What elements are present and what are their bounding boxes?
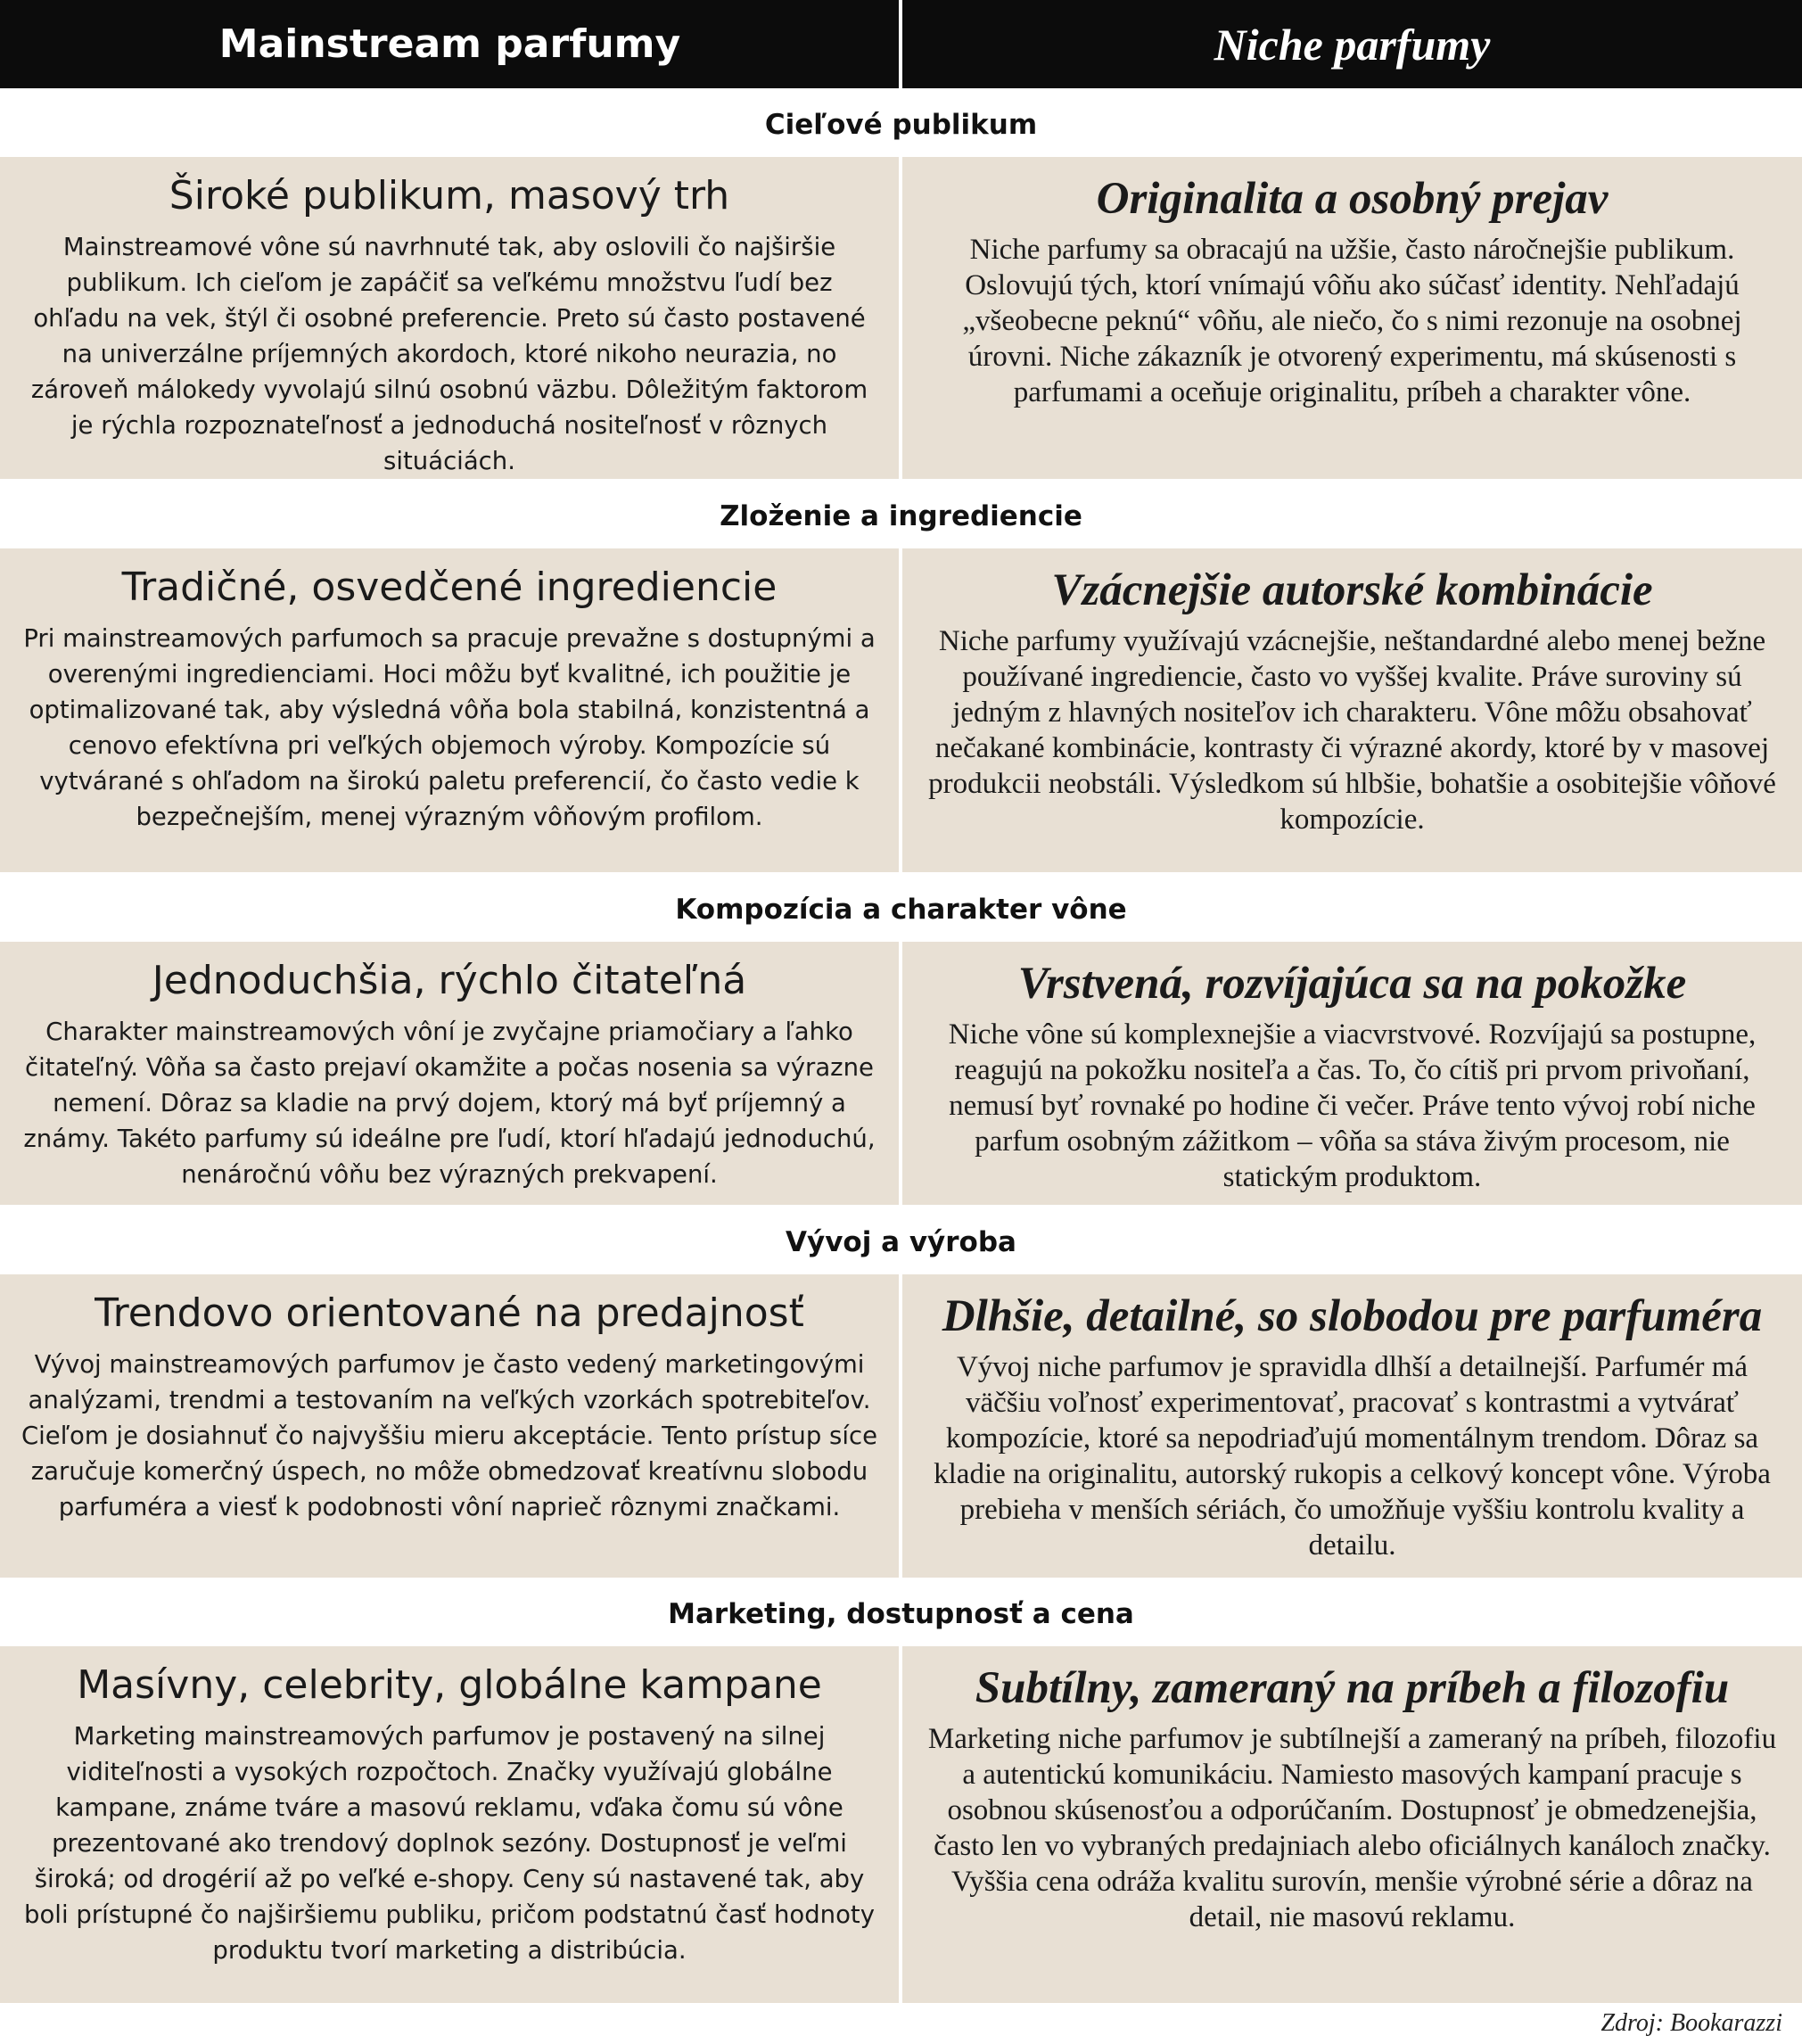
niche-cell	[902, 942, 1802, 1205]
mainstream-cell	[0, 1274, 899, 1578]
category-heading: Marketing, dostupnosť a cena	[668, 1597, 1134, 1630]
mainstream-title: Široké publikum, masový trh	[169, 173, 730, 218]
category-heading: Kompozícia a charakter vône	[675, 893, 1127, 926]
niche-title: Subtílny, zameraný na príbeh a filozofiu	[975, 1663, 1730, 1713]
niche-title: Originalita a osobný prejav	[1096, 174, 1609, 224]
mainstream-text: Pri mainstreamových parfumoch sa pracuje prevažne s dostupnými a overenými ingredienciami. Hoci môžu byť kvalitné, ich použitie je optimalizované tak, aby výsledná vôňa bola stabilná, konzistentná a cenovo efektívna pri veľkých objemoch výroby. Kompozície sú vytvárané s ohľadom na širokú paletu preferencií, čo často vedie k bezpečnejším, menej výrazným vôňovým profilom.	[23, 624, 876, 831]
header-mainstream: Mainstream parfumy	[218, 21, 681, 67]
mainstream-cell	[0, 942, 899, 1205]
source-note: Zdroj: Bookarazzi	[1600, 2009, 1782, 2037]
mainstream-text: Mainstreamové vône sú navrhnuté tak, aby oslovili čo najširšie publikum. Ich cieľom je zapáčiť sa veľkému množstvu ľudí bez ohľadu na vek, štýl či osobné preferencie. Preto sú často postavené na univerzálne príjemných akordoch, ktoré nikoho neurazia, no zároveň málokedy vyvolajú silnú osobnú väzbu. Dôležitým faktorom je rýchla rozpoznateľnosť a jednoduchá nositeľnosť v rôznych situáciách.	[30, 233, 868, 475]
mainstream-title: Masívny, celebrity, globálne kampane	[77, 1662, 822, 1708]
mainstream-cell	[0, 548, 899, 872]
mainstream-title: Jednoduchšia, rýchlo čitateľná	[152, 958, 747, 1003]
niche-cell	[902, 157, 1802, 479]
niche-text: Niche parfumy využívajú vzácnejšie, neštandardné alebo menej bežne používané ingrediencie, často vo vyššej kvalite. Práve suroviny sú jedným z hlavných nositeľov ich charakteru. Vône môžu obsahovať nečakané kombinácie, kontrasty či výrazné akordy, ktoré by v masovej produkcii neobstáli. Výsledkom sú hlbšie, bohatšie a osobitejšie vôňové kompozície.	[928, 625, 1776, 836]
niche-text: Niche parfumy sa obracajú na užšie, často náročnejšie publikum. Oslovujú tých, ktorí vnímajú vôňu ako súčasť identity. Nehľadajú „všeobecne peknú“ vôňu, ale niečo, čo s nimi rezonuje na osobnej úrovni. Niche zákazník je otvorený experimentu, má skúsenosti s parfumami a oceňuje originalitu, príbeh a charakter vône.	[962, 234, 1742, 408]
niche-title: Vzácnejšie autorské kombinácie	[1051, 565, 1653, 615]
niche-text: Niche vône sú komplexnejšie a viacvrstvové. Rozvíjajú sa postupne, reagujú na pokožku nositeľa a čas. To, čo cítiš pri prvom privoňaní, nemusí byť rovnaké po hodine či večer. Práve tento vývoj robí niche parfum osobným zážitkom – vôňa sa stáva živým procesom, nie statickým produktom.	[948, 1018, 1757, 1193]
mainstream-cell	[0, 157, 899, 479]
niche-text: Marketing niche parfumov je subtílnejší a zameraný na príbeh, filozofiu a autentickú komunikáciu. Namiesto masových kampaní pracuje s osobnou skúsenosťou a odporúčaním. Dostupnosť je obmedzenejšia, často len vo vybraných predajniach alebo oficiálnych kanáloch značky. Vyššia cena odráža kvalitu surovín, menšie výrobné série a dôraz na detail, nie masovú reklamu.	[927, 1723, 1777, 1933]
niche-title: Dlhšie, detailné, so slobodou pre parfuméra	[942, 1291, 1763, 1341]
header-niche: Niche parfumy	[1214, 19, 1491, 70]
category-heading: Zloženie a ingrediencie	[720, 499, 1082, 532]
niche-title: Vrstvená, rozvíjajúca sa na pokožke	[1017, 959, 1687, 1009]
mainstream-title: Tradičné, osvedčené ingrediencie	[121, 565, 778, 610]
niche-cell	[902, 1274, 1802, 1578]
niche-cell	[902, 1646, 1802, 2003]
category-heading: Vývoj a výroba	[786, 1225, 1016, 1258]
mainstream-text: Marketing mainstreamových parfumov je postavený na silnej viditeľnosti a vysokých rozpočtoch. Značky využívajú globálne kampane, známe tváre a masovú reklamu, vďaka čomu sú vône prezentované ako trendový doplnok sezóny. Dostupnosť je veľmi široká; od drogérií až po veľké e-shopy. Ceny sú nastavené tak, aby boli prístupné čo najširšiemu publiku, pričom podstatnú časť hodnoty produktu tvorí marketing a distribúcia.	[24, 1722, 875, 1965]
category-heading: Cieľové publikum	[764, 108, 1038, 141]
mainstream-text: Vývoj mainstreamových parfumov je často vedený marketingovými analýzami, trendmi a testovaním na veľkých vzorkách spotrebiteľov. Cieľom je dosiahnuť čo najvyššiu mieru akceptácie. Tento prístup síce zaručuje komerčný úspech, no môže obmedzovať kreatívnu slobodu parfuméra a viesť k podobnosti vôní naprieč rôznymi značkami.	[21, 1350, 878, 1521]
mainstream-text: Charakter mainstreamových vôní je zvyčajne priamočiary a ľahko čitateľný. Vôňa sa často prejaví okamžite a počas nosenia sa výrazne nemení. Dôraz sa kladie na prvý dojem, ktorý má byť príjemný a známy. Takéto parfumy sú ideálne pre ľudí, ktorí hľadajú jednoduchú, nenáročnú vôňu bez výrazných prekvapení.	[23, 1018, 876, 1189]
mainstream-cell	[0, 1646, 899, 2003]
niche-text: Vývoj niche parfumov je spravidla dlhší a detailnejší. Parfumér má väčšiu voľnosť experimentovať, pracovať s kontrastmi a vytvárať kompozície, ktoré sa nepodriaďujú momentálnym trendom. Dôraz sa kladie na originalitu, autorský rukopis a celkový koncept vône. Výroba prebieha v menších sériách, čo umožňuje vyššiu kontrolu kvality a detailu.	[934, 1351, 1771, 1562]
mainstream-title: Trendovo orientované na predajnosť	[95, 1290, 804, 1336]
niche-cell	[902, 548, 1802, 872]
